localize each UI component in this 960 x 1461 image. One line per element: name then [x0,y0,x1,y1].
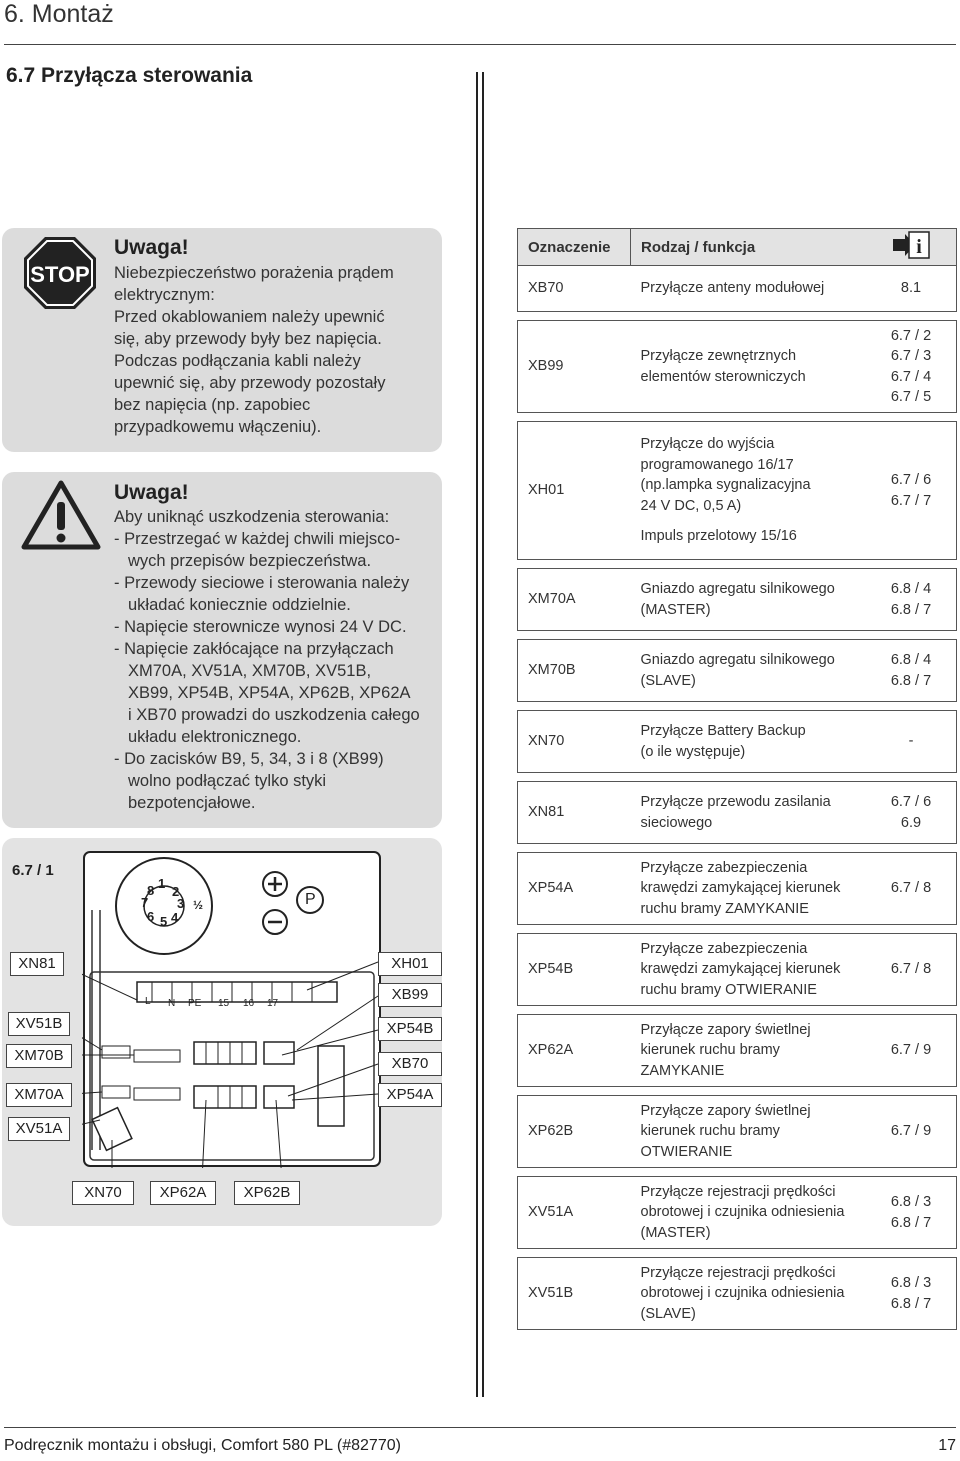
reference-line: 6.8 / 3 [890,1275,932,1291]
table-row [518,782,957,844]
dial-number: 7 [141,895,149,910]
cell-reference [866,1096,957,1168]
reference-line: 8.1 [900,280,922,297]
reference-line: 6.8 / 7 [890,1295,932,1312]
table-row [518,934,957,1006]
terminal-label: 16 [243,998,255,1009]
function-line: programowanego 16/17 [640,456,794,473]
reference-line: 6.7 / 9 [890,1123,932,1140]
svg-text:i: i [916,236,922,258]
cell-reference [866,711,957,773]
row-spacer [518,773,957,782]
cell-function [631,711,867,773]
connector-label-xv51b: XV51B [8,1012,70,1036]
reference-line: 6.8 / 7 [890,672,932,689]
row-spacer [518,413,957,422]
column-divider [482,72,484,1397]
terminal-label: L [145,996,151,1007]
function-line: Impuls przelotowy 15/16 [640,528,797,545]
cell-function [631,422,867,560]
table-row [518,1258,957,1330]
connector-label-xb70: XB70 [378,1052,442,1076]
cell-reference [866,266,957,312]
cell-function [631,266,867,312]
connector-label-xm70b: XM70B [6,1044,72,1068]
stop-sign-icon [23,236,97,310]
connector-label-xp62b: XP62B [234,1181,300,1205]
connector-label-xv51a: XV51A [8,1117,70,1141]
cell-reference [866,853,957,925]
row-spacer [518,702,957,711]
warning1-title: Uwaga! [114,236,189,259]
reference-line: 6.7 / 4 [890,368,932,385]
cell-reference [866,321,957,413]
cell-code: XM70B [518,640,631,702]
footer-rule [4,1427,956,1428]
cell-code: XB99 [518,321,631,413]
function-line: krawędzi zamykającej kierunek [640,880,841,897]
cell-code: XP54B [518,934,631,1006]
function-line: OTWIERANIE [640,1143,733,1160]
footer-text: Podręcznik montażu i obsługi, Comfort 580 PL (#82770) [4,1437,401,1454]
cell-function [631,1258,867,1330]
reference-line: 6.8 / 7 [890,1214,932,1231]
cell-reference [866,1177,957,1249]
terminal-label: 15 [218,998,230,1009]
cell-code: XP54A [518,853,631,925]
cell-function [631,934,867,1006]
cell-function [631,782,867,844]
warning-triangle-icon [21,480,101,550]
function-line: (MASTER) [640,1224,711,1241]
function-line: krawędzi zamykającej kierunek [640,961,841,978]
row-spacer [518,1087,957,1096]
reference-line: 6.7 / 8 [890,961,932,978]
function-line: Przyłącze rejestracji prędkości [640,1183,836,1200]
table-row [518,422,957,560]
reference-line: 6.7 / 9 [890,1042,932,1059]
header-rule [4,44,956,45]
function-line: 24 V DC, 0,5 A) [640,497,742,514]
figure-label: 6.7 / 1 [12,862,54,879]
function-line: (SLAVE) [640,672,696,689]
cell-function [631,1015,867,1087]
connector-label-xp54a: XP54A [378,1083,442,1107]
function-line: (SLAVE) [640,1305,696,1322]
row-spacer [518,844,957,853]
dial-number: 8 [147,883,155,898]
reference-line: 6.7 / 8 [890,880,932,897]
column-header-function: Rodzaj / funkcja [631,229,867,266]
row-spacer [518,925,957,934]
terminal-label: 17 [267,998,279,1009]
row-spacer [518,1006,957,1015]
cell-code: XB70 [518,266,631,312]
reference-line: 6.7 / 3 [890,348,932,364]
terminal-label: PE [188,998,202,1009]
function-line: ruchu bramy ZAMYKANIE [640,900,809,917]
table-row [518,569,957,631]
cell-reference [866,569,957,631]
function-line: Gniazdo agregatu silnikowego [640,581,835,597]
function-line: elementów sterowniczych [640,368,806,385]
table-row [518,1177,957,1249]
cell-code: XP62B [518,1096,631,1168]
cell-function [631,569,867,631]
reference-line: 6.7 / 5 [890,389,932,405]
connector-label-xn81: XN81 [10,952,64,976]
function-line: kierunek ruchu bramy [640,1042,780,1059]
reference-line: 6.7 / 2 [890,327,932,344]
function-line: Przyłącze zapory świetlnej [640,1102,811,1119]
cell-code: XP62A [518,1015,631,1087]
function-line: Przyłącze przewodu zasilania [640,794,831,810]
function-line: (np.lampka sygnalizacyjna [640,477,811,494]
column-header-code: Oznaczenie [518,229,631,266]
cell-code: XH01 [518,422,631,560]
reference-line: - [908,733,914,750]
dial-number: 6 [147,909,155,924]
info-icon [891,230,931,260]
table-row [518,1096,957,1168]
warning1-text: Niebezpieczeństwo porażenia prądem elektrycznym: Przed okablowaniem należy upewnić się, aby przewody były bez napięcia. Podczas podłączania kabli należy upewnić się, aby przewody pozostały bez napięcia (np. zapobiec przypadkowemu włączeniu). [114,264,394,436]
row-spacer [518,560,957,569]
cell-reference [866,640,957,702]
connector-label-xh01: XH01 [378,952,442,976]
cell-function [631,853,867,925]
function-line: sieciowego [640,814,713,831]
table-row [518,711,957,773]
column-header-reference [866,229,957,266]
cell-code: XV51A [518,1177,631,1249]
row-spacer [518,631,957,640]
function-line: kierunek ruchu bramy [640,1123,780,1140]
table-row [518,1015,957,1087]
cell-code: XN70 [518,711,631,773]
reference-line: 6.7 / 7 [890,492,932,509]
control-board-diagram [82,850,382,1168]
function-line: ruchu bramy OTWIERANIE [640,981,817,998]
cell-reference [866,422,957,560]
dial-number: 5 [160,914,168,929]
page-number: 17 [938,1437,956,1454]
cell-reference [866,1258,957,1330]
stop-sign-text: STOP [30,262,90,287]
cell-reference [866,934,957,1006]
cell-reference [866,1015,957,1087]
dial-number: 2 [172,884,180,899]
warning2-text: Aby uniknąć uszkodzenia sterowania: - Przestrzegać w każdej chwili miejsco- wych przepisów bezpieczeństwa. - Przewody sieciowe i sterowania należy układać koniecznie oddzielnie. - Napięcie sterownicze wynosi 24 V DC. - Napięcie zakłócające na przyłączach XM70A, XV51A, XM70B, XV51B, XB99, XP54B, XP54A, XP62B, XP62A i XB70 prowadzi do uszkodzenia całego układu elektronicznego. - Do zacisków B9, 5, 34, 3 i 8 (XB99) wolno podłączać tylko styki bezpotencjałowe. [114,508,420,812]
cell-code: XN81 [518,782,631,844]
function-line: obrotowej i czujnika odniesienia [640,1204,845,1221]
function-line: Przyłącze anteny modułowej [640,280,825,297]
dial-number: 1 [158,876,166,891]
cell-code: XM70A [518,569,631,631]
function-line: Przyłącze do wyjścia [640,436,775,453]
reference-line: 6.7 / 6 [890,794,932,810]
reference-line: 6.8 / 4 [890,652,932,668]
reference-line: 6.8 / 7 [890,601,932,618]
section-title: 6.7 Przyłącza sterowania [6,64,253,87]
reference-line: 6.8 / 4 [890,581,932,597]
function-line: (MASTER) [640,601,711,618]
table-row [518,640,957,702]
table-row [518,266,957,312]
function-line [641,516,857,526]
terminal-label: N [168,998,176,1009]
cell-function [631,1096,867,1168]
reference-line: 6.8 / 3 [890,1194,932,1210]
connector-label-xn70: XN70 [72,1181,134,1205]
reference-line: 6.9 [900,814,922,831]
column-divider [476,72,478,1397]
dial-number: ½ [193,898,204,912]
cell-function [631,321,867,413]
dial-number: 4 [171,910,179,925]
cell-function [631,640,867,702]
function-line: obrotowej i czujnika odniesienia [640,1285,845,1302]
warning2-title: Uwaga! [114,481,189,504]
row-spacer [518,1168,957,1177]
row-spacer [518,312,957,321]
function-line: Przyłącze zabezpieczenia [640,859,808,876]
function-line: Przyłącze rejestracji prędkości [640,1264,836,1281]
function-line: Przyłącze zewnętrznych [640,348,797,364]
function-line: Przyłącze zabezpieczenia [640,940,808,957]
row-spacer [518,1249,957,1258]
chapter-title: 6. Montaż [4,0,114,28]
connector-label-xp62a: XP62A [150,1181,216,1205]
reference-line: 6.7 / 6 [890,472,932,488]
function-line: (o ile występuje) [640,743,746,760]
table-header-row [518,229,957,266]
connector-label-xb99: XB99 [378,983,442,1007]
function-line: Gniazdo agregatu silnikowego [640,652,835,668]
p-button-label: P [305,891,316,908]
connector-label-xp54b: XP54B [378,1017,442,1041]
function-line: Przyłącze zapory świetlnej [640,1021,811,1038]
cell-code: XV51B [518,1258,631,1330]
connector-label-xm70a: XM70A [6,1083,72,1107]
cell-function [631,1177,867,1249]
connections-table [517,228,957,1330]
cell-reference [866,782,957,844]
table-row [518,853,957,925]
function-line: Przyłącze Battery Backup [640,723,806,739]
dial-number: 3 [177,896,185,911]
function-line: ZAMYKANIE [640,1062,725,1079]
table-row [518,321,957,413]
